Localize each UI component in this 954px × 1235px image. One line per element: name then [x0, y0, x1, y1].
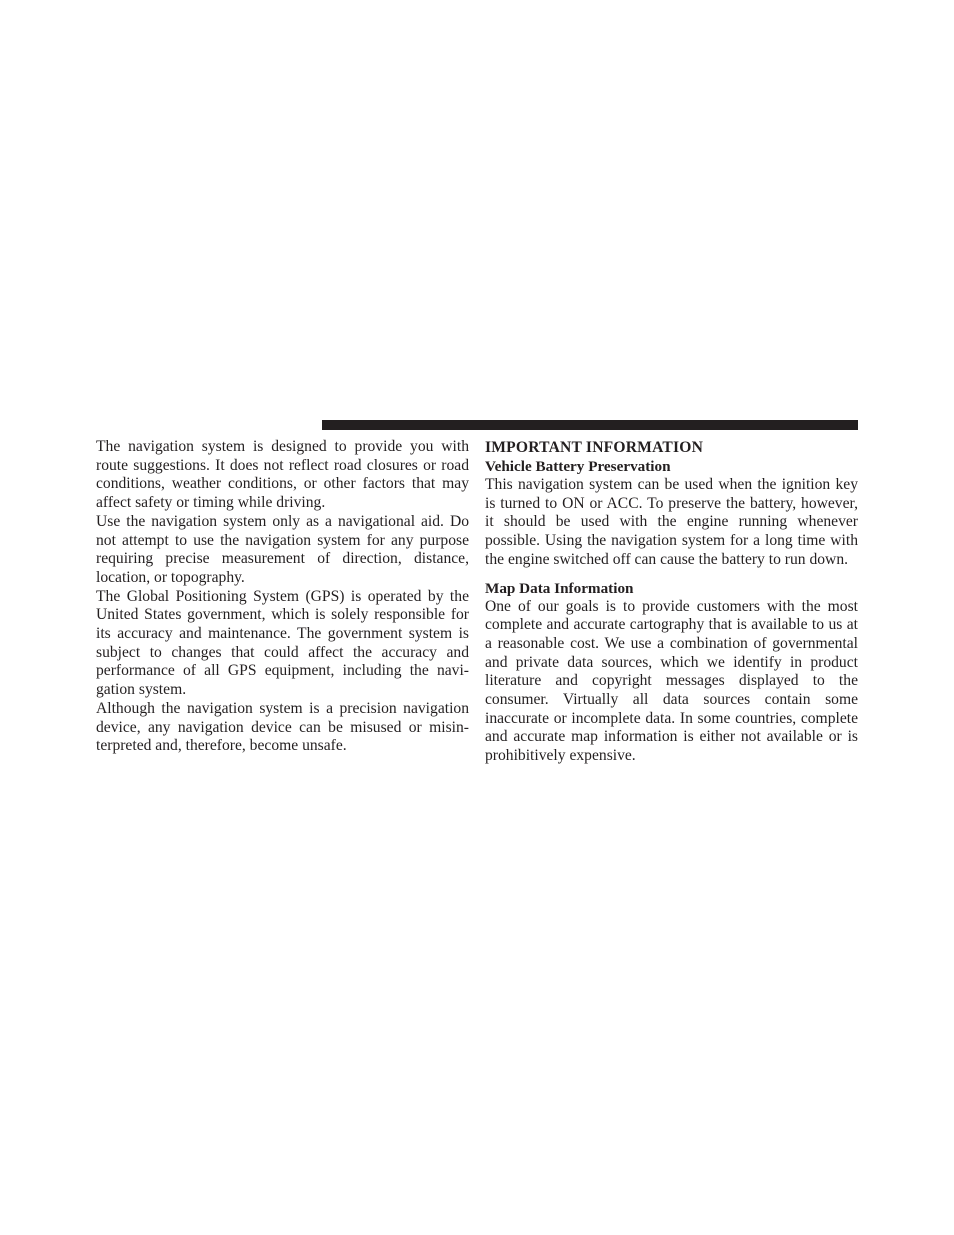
navigational-aid-paragraph: Use the navigation system only as a navigational aid. Do not attempt to use the navigation system for any purpose requiring precise measurement of direction, distance, location, or topography.: [96, 512, 469, 586]
precision-paragraph: Although the navigation system is a precision navigation device, any navigation device can be misused or misinterpreted and, therefore, become unsafe.: [96, 699, 469, 755]
map-data-paragraph: One of our goals is to provide customers with the most complete and accurate cartography that is available to us at a reasonable cost. We use a combination of governmental and private data sources, which we identify in product literature and copyright messages displayed to the consumer. Virtually all data sources contain some inaccurate or incomplete data. In some countries, complete and accurate map information is either not available or is prohibitively expensive.: [485, 597, 858, 765]
spacer: [485, 570, 858, 579]
header-rule: [322, 420, 858, 430]
right-column: [485, 438, 858, 766]
battery-paragraph: This navigation system can be used when the ignition key is turned to ON or ACC. To preserve the battery, however, it should be used with the engine running whenever possible. Using the navigation system for a long time with the engine switched off can cause the battery to run down.: [485, 476, 858, 568]
left-column: [96, 438, 469, 756]
gps-paragraph: The Global Positioning System (GPS) is operated by the United States government, which is solely responsible for its accuracy and maintenance. The government system is subject to changes that could affect the accuracy and performance of all GPS equipment, including the navigation system.: [96, 587, 469, 699]
intro-paragraph: The navigation system is designed to provide you with route suggestions. It does not reflect road closures or road conditions, weather conditions, or other factors that may affect safety or timing while driving.: [96, 438, 469, 512]
map-data-heading: Map Data Information: [485, 579, 634, 597]
section-title: IMPORTANT INFORMATION: [485, 439, 704, 456]
battery-heading: Vehicle Battery Preservation: [485, 458, 671, 475]
